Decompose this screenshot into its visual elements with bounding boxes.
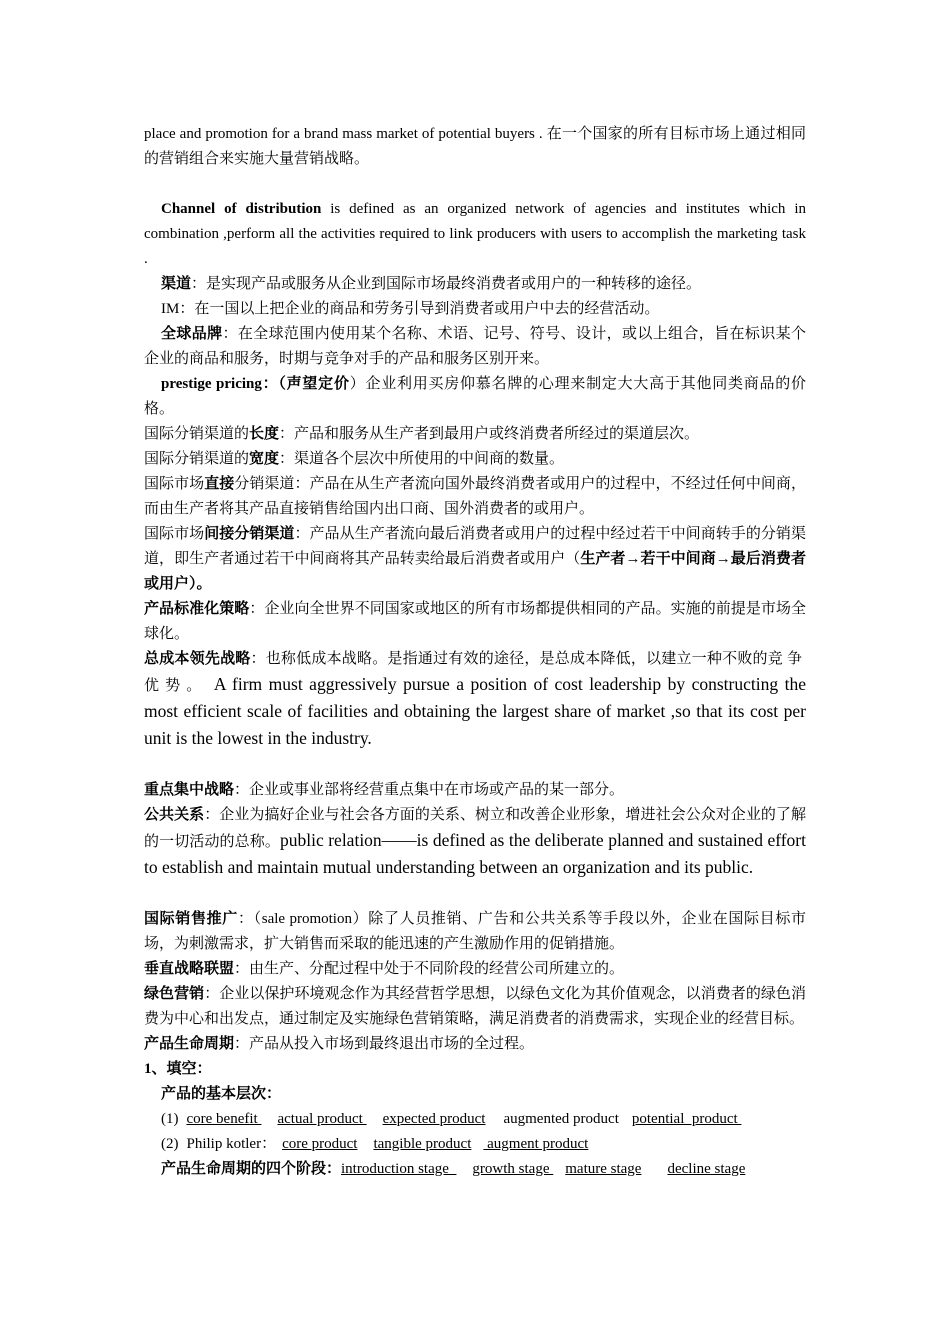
term: 长度 xyxy=(249,426,280,442)
life-cycle-stages-row: 产品生命周期的四个阶段： introduction stage growth stage mature stage decline stage xyxy=(144,1157,806,1182)
paragraph-direct-channel: 国际市场直接分销渠道：产品在从生产者流向国外最终消费者或用户的过程中，不经过任何中间商，而由生产者将其产品直接销售给国内出口商、国外消费者的或用户。 xyxy=(144,476,806,517)
paragraph-indirect-channel: 国际市场间接分销渠道：产品从生产者流向最后消费者或用户的过程中经过若干中间商转手的分销渠道，即生产者通过若干中间商将其产品转卖给最后消费者或用户（生产者→若干中间商→最后消费者或用户）。 xyxy=(144,526,806,592)
term: 垂直战略联盟 xyxy=(144,961,235,977)
paragraph-channel: 渠道：是实现产品或服务从企业到国际市场最终消费者或用户的一种转移的途径。 xyxy=(161,276,702,292)
paragraph-vertical-alliance: 垂直战略联盟：由生产、分配过程中处于不同阶段的经营公司所建立的。 xyxy=(144,961,625,977)
answer-blank: mature stage xyxy=(565,1161,642,1177)
answer-blank: decline stage xyxy=(667,1161,746,1177)
term: 公共关系 xyxy=(144,807,205,823)
paragraph-standardization: 产品标准化策略：企业向全世界不同国家或地区的所有市场都提供相同的产品。实施的前提是市场全球化。 xyxy=(144,601,806,642)
paragraph-cost-leadership: 总成本领先战略：也称低成本战略。是指通过有效的途径，是总成本降低，以建立一种不败的竞争优势。 A firm must aggressively pursue a position of cost leadership by constructing the most efficient scale of facilities and obtaining the largest share of market ,so that its cost per unit is the lowest in the industry. xyxy=(144,651,806,748)
term: 直接 xyxy=(204,476,235,492)
term: prestige pricing：（声望定价 xyxy=(161,376,350,392)
paragraph-global-brand: 全球品牌：在全球范围内使用某个名称、术语、记号、符号、设计，或以上组合，旨在标识某个企业的商品和服务，时期与竞争对手的产品和服务区别开来。 xyxy=(144,326,806,367)
answer-blank: core product xyxy=(282,1136,358,1152)
term: 间接分销渠道 xyxy=(204,526,295,542)
paragraph-channel-width: 国际分销渠道的宽度：渠道各个层次中所使用的中间商的数量。 xyxy=(144,451,565,467)
term: 全球品牌 xyxy=(161,326,223,342)
answer-blank: augment product xyxy=(483,1136,589,1152)
answer-blank: growth stage xyxy=(472,1161,554,1177)
answer-blank: tangible product xyxy=(373,1136,472,1152)
term: Channel of distribution xyxy=(161,201,322,217)
paragraph-sales-promotion: 国际销售推广：（sale promotion）除了人员推销、广告和公共关系等手段以外，企业在国际目标市场，为刺激需求，扩大销售而采取的能迅速的产生激励作用的促销措施。 xyxy=(144,911,806,952)
answer-blank: expected product xyxy=(382,1111,486,1127)
term: 重点集中战略 xyxy=(144,782,235,798)
paragraph-focus-strategy: 重点集中战略：企业或事业部将经营重点集中在市场或产品的某一部分。 xyxy=(144,782,625,798)
fill-blank-heading: 1、填空： xyxy=(144,1061,212,1077)
paragraph-prestige-pricing: prestige pricing：（声望定价）企业利用买房仰慕名牌的心理来制定大大高于其他同类商品的价格。 xyxy=(144,376,806,417)
term: 产品生命周期 xyxy=(144,1036,235,1052)
paragraph-public-relations: 公共关系：企业为搞好企业与社会各方面的关系、树立和改善企业形象，增进社会公众对企业的了解的一切活动的总称。public relation——is defined as the deliberate planned and sustained effort to establish and maintain mutual understanding between an organization and its public. xyxy=(144,807,806,877)
term: 国际销售推广 xyxy=(144,911,238,927)
paragraph-mass-marketing: place and promotion for a brand mass market of potential buyers . 在一个国家的所有目标市场上通过相同的营销组合来实施大量营销战略。 xyxy=(144,126,806,167)
answer-blank: core benefit xyxy=(186,1111,262,1127)
paragraph-channel-length: 国际分销渠道的长度：产品和服务从生产者到最用户或终消费者所经过的渠道层次。 xyxy=(144,426,700,442)
term: IM xyxy=(161,301,180,317)
product-levels-title: 产品的基本层次： xyxy=(161,1086,282,1102)
term: 绿色营销 xyxy=(144,986,205,1002)
product-levels-row-1: (1) core benefit actual product expected product augmented product potential product xyxy=(144,1107,806,1132)
answer-blank: potential product xyxy=(631,1111,742,1127)
term: 渠道 xyxy=(161,276,192,292)
paragraph-im: IM：在一国以上把企业的商品和劳务引导到消费者或用户中去的经营活动。 xyxy=(161,301,660,317)
answer-blank: actual product xyxy=(277,1111,367,1127)
paragraph-channel-definition-en: Channel of distribution is defined as an organized network of agencies and institutes which in combination ,perform all the activities required to link producers with users to accomplish the marketing task . xyxy=(144,201,806,267)
paragraph-green-marketing: 绿色营销：企业以保护环境观念作为其经营哲学思想，以绿色文化为其价值观念，以消费者的绿色消费为中心和出发点，通过制定及实施绿色营销策略，满足消费者的消费需求，实现企业的经营目标。 xyxy=(144,986,806,1027)
term: 产品标准化策略 xyxy=(144,601,250,617)
term: 总成本领先战略 xyxy=(144,651,251,667)
product-levels-row-2: (2) Philip kotler： core product tangible product augment product xyxy=(144,1132,806,1157)
answer-blank: introduction stage xyxy=(341,1161,457,1177)
term: 宽度 xyxy=(249,451,280,467)
document-body xyxy=(144,122,806,1182)
paragraph-product-life-cycle: 产品生命周期：产品从投入市场到最终退出市场的全过程。 xyxy=(144,1036,535,1052)
answer-text: augmented product xyxy=(503,1111,619,1127)
